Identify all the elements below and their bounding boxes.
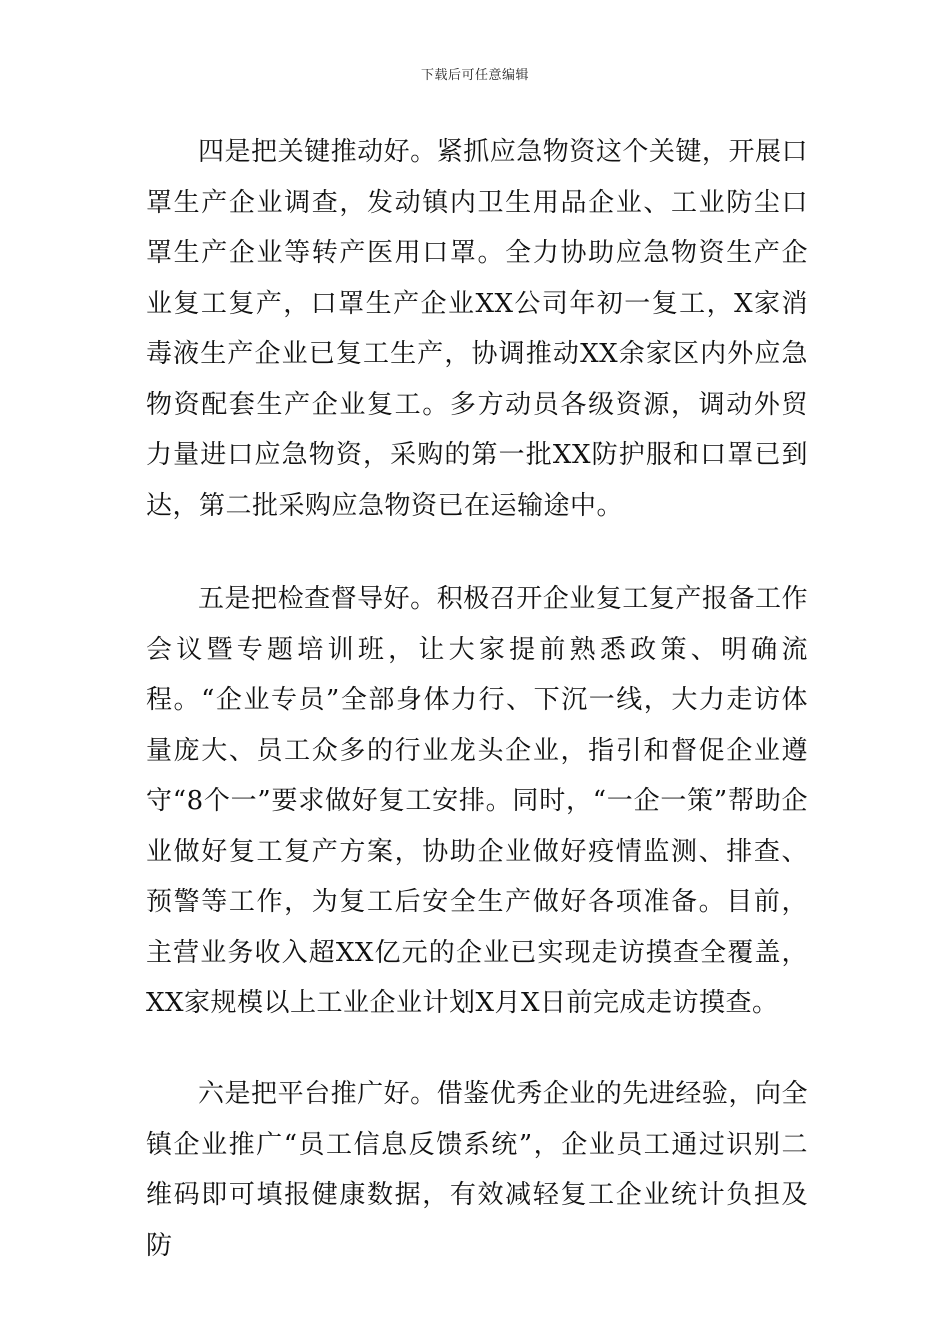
paragraph-inspection-supervision: 五是把检查督导好。积极召开企业复工复产报备工作会议暨专题培训班，让大家提前熟悉政策、明确流程。“企业专员”全部身体力行、下沉一线，大力走访体量庞大、员工众多的行业龙头企业，指引和督促企业遵守“8个一”要求做好复工安排。同时，“一企一策”帮助企业做好复工复产方案，协助企业做好疫情监测、排查、预警等工作，为复工后安全生产做好各项准备。目前，主营业务收入超XX亿元的企业已实现走访摸查全覆盖，XX家规模以上工业企业计划X月X日前完成走访摸查。 [146,584,808,1018]
page-header: 下载后可任意编辑 [420,68,529,83]
paragraph-platform-promotion: 六是把平台推广好。借鉴优秀企业的先进经验，向全镇企业推广“员工信息反馈系统”，企业员工通过识别二维码即可填报健康数据，有效减轻复工企业统计负担及防 [146,1079,808,1261]
paragraph-key-materials: 四是把关键推动好。紧抓应急物资这个关键，开展口罩生产企业调查，发动镇内卫生用品企业、工业防尘口罩生产企业等转产医用口罩。全力协助应急物资生产企业复工复产，口罩生产企业XX公司年初一复工，X家消毒液生产企业已复工生产，协调推动XX余家区内外应急物资配套生产企业复工。多方动员各级资源，调动外贸力量进口应急物资，采购的第一批XX防护服和口罩已到达，第二批采购应急物资已在运输途中。 [146,137,808,521]
